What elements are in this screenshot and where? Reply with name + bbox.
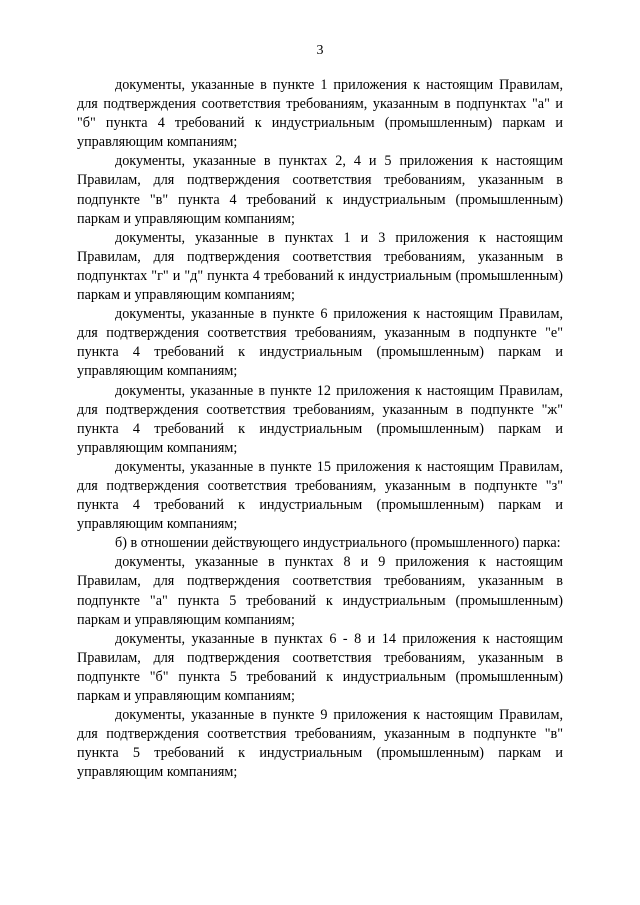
page-number: 3 [316,43,324,58]
document-body [77,76,563,782]
paragraph: документы, указанные в пункте 9 приложения к настоящим Правилам, для подтверждения соответствия требованиям, указанным в подпункте "в" пункта 5 требований к индустриальным (промышленным) паркам и управляющим компаниям; [77,707,563,781]
paragraph: документы, указанные в пункте 6 приложения к настоящим Правилам, для подтверждения соответствия требованиям, указанным в подпункте "е" пункта 4 требований к индустриальным (промышленным) паркам и управляющим компаниям; [77,306,563,380]
paragraph: документы, указанные в пункте 15 приложения к настоящим Правилам, для подтверждения соответствия требованиям, указанным в подпункте "з" пункта 4 требований к индустриальным (промышленным) паркам и управляющим компаниям; [77,458,563,533]
paragraph: документы, указанные в пункте 1 приложения к настоящим Правилам, для подтверждения соответствия требованиям, указанным в подпунктах "а" и "б" пункта 4 требований к индустриальным (промышленным) паркам и управляющим компаниям; [77,77,563,151]
paragraph: документы, указанные в пунктах 1 и 3 приложения к настоящим Правилам, для подтверждения соответствия требованиям, указанным в подпунктах "г" и "д" пункта 4 требований к индустриальным (промышленным) паркам и управляющим компаниям; [77,229,563,304]
paragraph: б) в отношении действующего индустриального (промышленного) парка: [115,535,561,552]
paragraph: документы, указанные в пункте 12 приложения к настоящим Правилам, для подтверждения соответствия требованиям, указанным в подпункте "ж" пункта 4 требований к индустриальным (промышленным) паркам и управляющим компаниям; [77,382,563,456]
paragraph: документы, указанные в пунктах 6 - 8 и 14 приложения к настоящим Правилам, для подтверждения соответствия требованиям, указанным в подпункте "б" пункта 5 требований к индустриальным (промышленным) паркам и управляющим компаниям; [77,630,563,704]
paragraph: документы, указанные в пунктах 8 и 9 приложения к настоящим Правилам, для подтверждения соответствия требованиям, указанным в подпункте "а" пункта 5 требований к индустриальным (промышленным) паркам и управляющим компаниям; [77,554,563,628]
paragraph: документы, указанные в пунктах 2, 4 и 5 приложения к настоящим Правилам, для подтверждения соответствия требованиям, указанным в подпункте "в" пункта 4 требований к индустриальным (промышленным) паркам и управляющим компаниям; [77,153,563,227]
